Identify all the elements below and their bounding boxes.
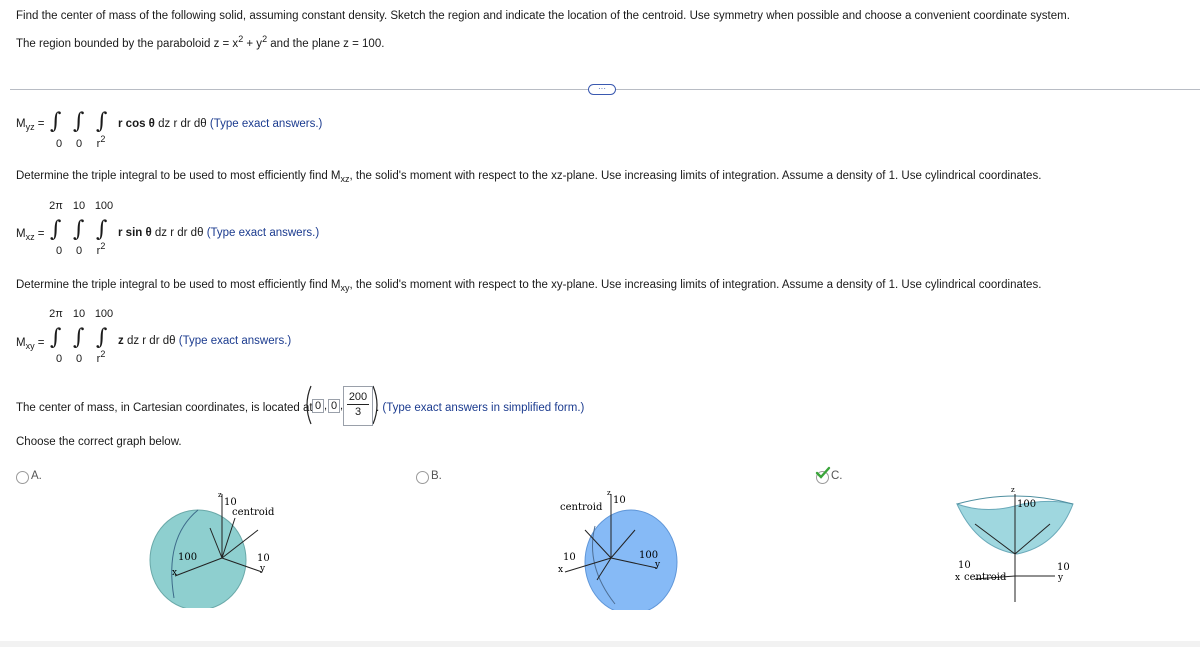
option-a-label: A.: [31, 470, 42, 482]
myz-label: $M_{yz}$ =: [16, 118, 45, 132]
mxy-upper-z[interactable]: 100: [94, 308, 114, 320]
graph-surface: [585, 510, 677, 610]
mxy-lower-z[interactable]: $r^2$: [96, 349, 106, 365]
graph-surface: [150, 510, 246, 608]
integral-sign-outer: ∫: [50, 217, 62, 242]
option-b-radio[interactable]: [416, 471, 429, 484]
option-c-graph: [945, 484, 1085, 608]
center-y-input[interactable]: 0: [328, 399, 340, 413]
x-tick-label: 10: [563, 552, 576, 563]
y-tick-label: 10: [1057, 562, 1070, 573]
integral-sign-outer: ∫: [50, 109, 62, 134]
comma: ,: [340, 400, 344, 412]
center-of-mass-hint: . (Type exact answers in simplified form.): [376, 402, 585, 414]
y-axis-label: y: [655, 560, 661, 570]
integral-sign-inner: ∫: [96, 217, 108, 242]
z-axis-label: z: [1011, 486, 1015, 494]
mxy-lower-r[interactable]: 0: [75, 353, 83, 365]
option-a-radio[interactable]: [16, 471, 29, 484]
choose-graph-prompt: Choose the correct graph below.: [16, 436, 182, 448]
mxz-upper-theta[interactable]: 2π: [49, 200, 63, 212]
center-z-numerator: 200: [348, 391, 368, 403]
option-b-label: B.: [431, 470, 442, 482]
y-axis-label: y: [260, 564, 266, 574]
mxy-lower-theta[interactable]: 0: [55, 353, 63, 365]
y-axis-label: y: [1058, 573, 1064, 583]
mxz-question: Determine the triple integral to be used to most efficiently find $M_{xz}$, the solid's moment with respect to the xz-plane. Use increasing limits of integration. Assume a density of 1. Use cylindrical coordinates.: [16, 170, 1042, 184]
mxy-label: $M_{xy}$ =: [16, 337, 45, 351]
z-tick-label: 100: [1017, 499, 1037, 510]
integral-sign-middle: ∫: [73, 109, 85, 134]
check-icon: [814, 466, 832, 480]
mxz-integrand: r sin θ dz r dr dθ (Type exact answers.): [118, 227, 320, 239]
mxz-lower-theta[interactable]: 0: [55, 245, 63, 257]
mxz-label: $M_{xz}$ =: [16, 228, 45, 242]
z-tick-label: 10: [613, 495, 626, 506]
centroid-label: centroid: [964, 572, 1007, 583]
centroid-label: centroid: [232, 507, 275, 518]
mxy-integrand: z dz r dr dθ (Type exact answers.): [118, 335, 292, 347]
x-axis-label: x: [558, 565, 564, 575]
option-b-graph: [555, 486, 715, 610]
y-tick-label: 100: [639, 550, 659, 561]
region-description: The region bounded by the paraboloid $z = x^2 + y^2$ and the plane z = 100.: [16, 34, 385, 50]
myz-integrand: r cos θ dz r dr dθ (Type exact answers.): [118, 118, 323, 130]
mxz-upper-z[interactable]: 100: [94, 200, 114, 212]
x-axis-label: x: [172, 568, 178, 578]
center-x-input[interactable]: 0: [312, 399, 324, 413]
center-of-mass-prompt: The center of mass, in Cartesian coordinates, is located at: [16, 402, 313, 414]
myz-lower-theta[interactable]: 0: [55, 138, 63, 150]
x-tick-label: 100: [178, 552, 198, 563]
integral-sign-inner: ∫: [96, 325, 108, 350]
integral-sign-inner: ∫: [96, 109, 108, 134]
myz-lower-z[interactable]: $r^2$: [96, 134, 106, 150]
z-axis-label: z: [607, 489, 611, 497]
integral-sign-outer: ∫: [50, 325, 62, 350]
option-a-graph: [140, 488, 300, 608]
center-z-input[interactable]: [343, 386, 373, 426]
z-tick-label: 10: [224, 497, 237, 508]
mxy-upper-r[interactable]: 10: [72, 308, 86, 320]
comma: ,: [324, 400, 328, 412]
expand-button[interactable]: ···: [588, 84, 616, 95]
problem-instruction: Find the center of mass of the following solid, assuming constant density. Sketch the region and indicate the location of the centroid. Use symmetry when possible and choose a convenient coordinate system.: [16, 10, 1070, 22]
mxz-lower-z[interactable]: $r^2$: [96, 241, 106, 257]
y-tick-label: 10: [257, 553, 270, 564]
option-c-label: C.: [831, 470, 843, 482]
mxz-lower-r[interactable]: 0: [75, 245, 83, 257]
center-z-denominator: 3: [354, 406, 362, 418]
x-tick-label: 10: [958, 560, 971, 571]
integral-sign-middle: ∫: [73, 325, 85, 350]
mxy-question: Determine the triple integral to be used to most efficiently find $M_{xy}$, the solid's moment with respect to the xy-plane. Use increasing limits of integration. Assume a density of 1. Use cylindrical coordinates.: [16, 279, 1042, 293]
x-axis-label: x: [955, 573, 961, 583]
fraction-bar: [347, 404, 369, 405]
centroid-label: centroid: [560, 502, 603, 513]
mxy-upper-theta[interactable]: 2π: [49, 308, 63, 320]
z-axis-label: z: [218, 491, 222, 499]
myz-lower-r[interactable]: 0: [75, 138, 83, 150]
mxz-upper-r[interactable]: 10: [72, 200, 86, 212]
integral-sign-middle: ∫: [73, 217, 85, 242]
